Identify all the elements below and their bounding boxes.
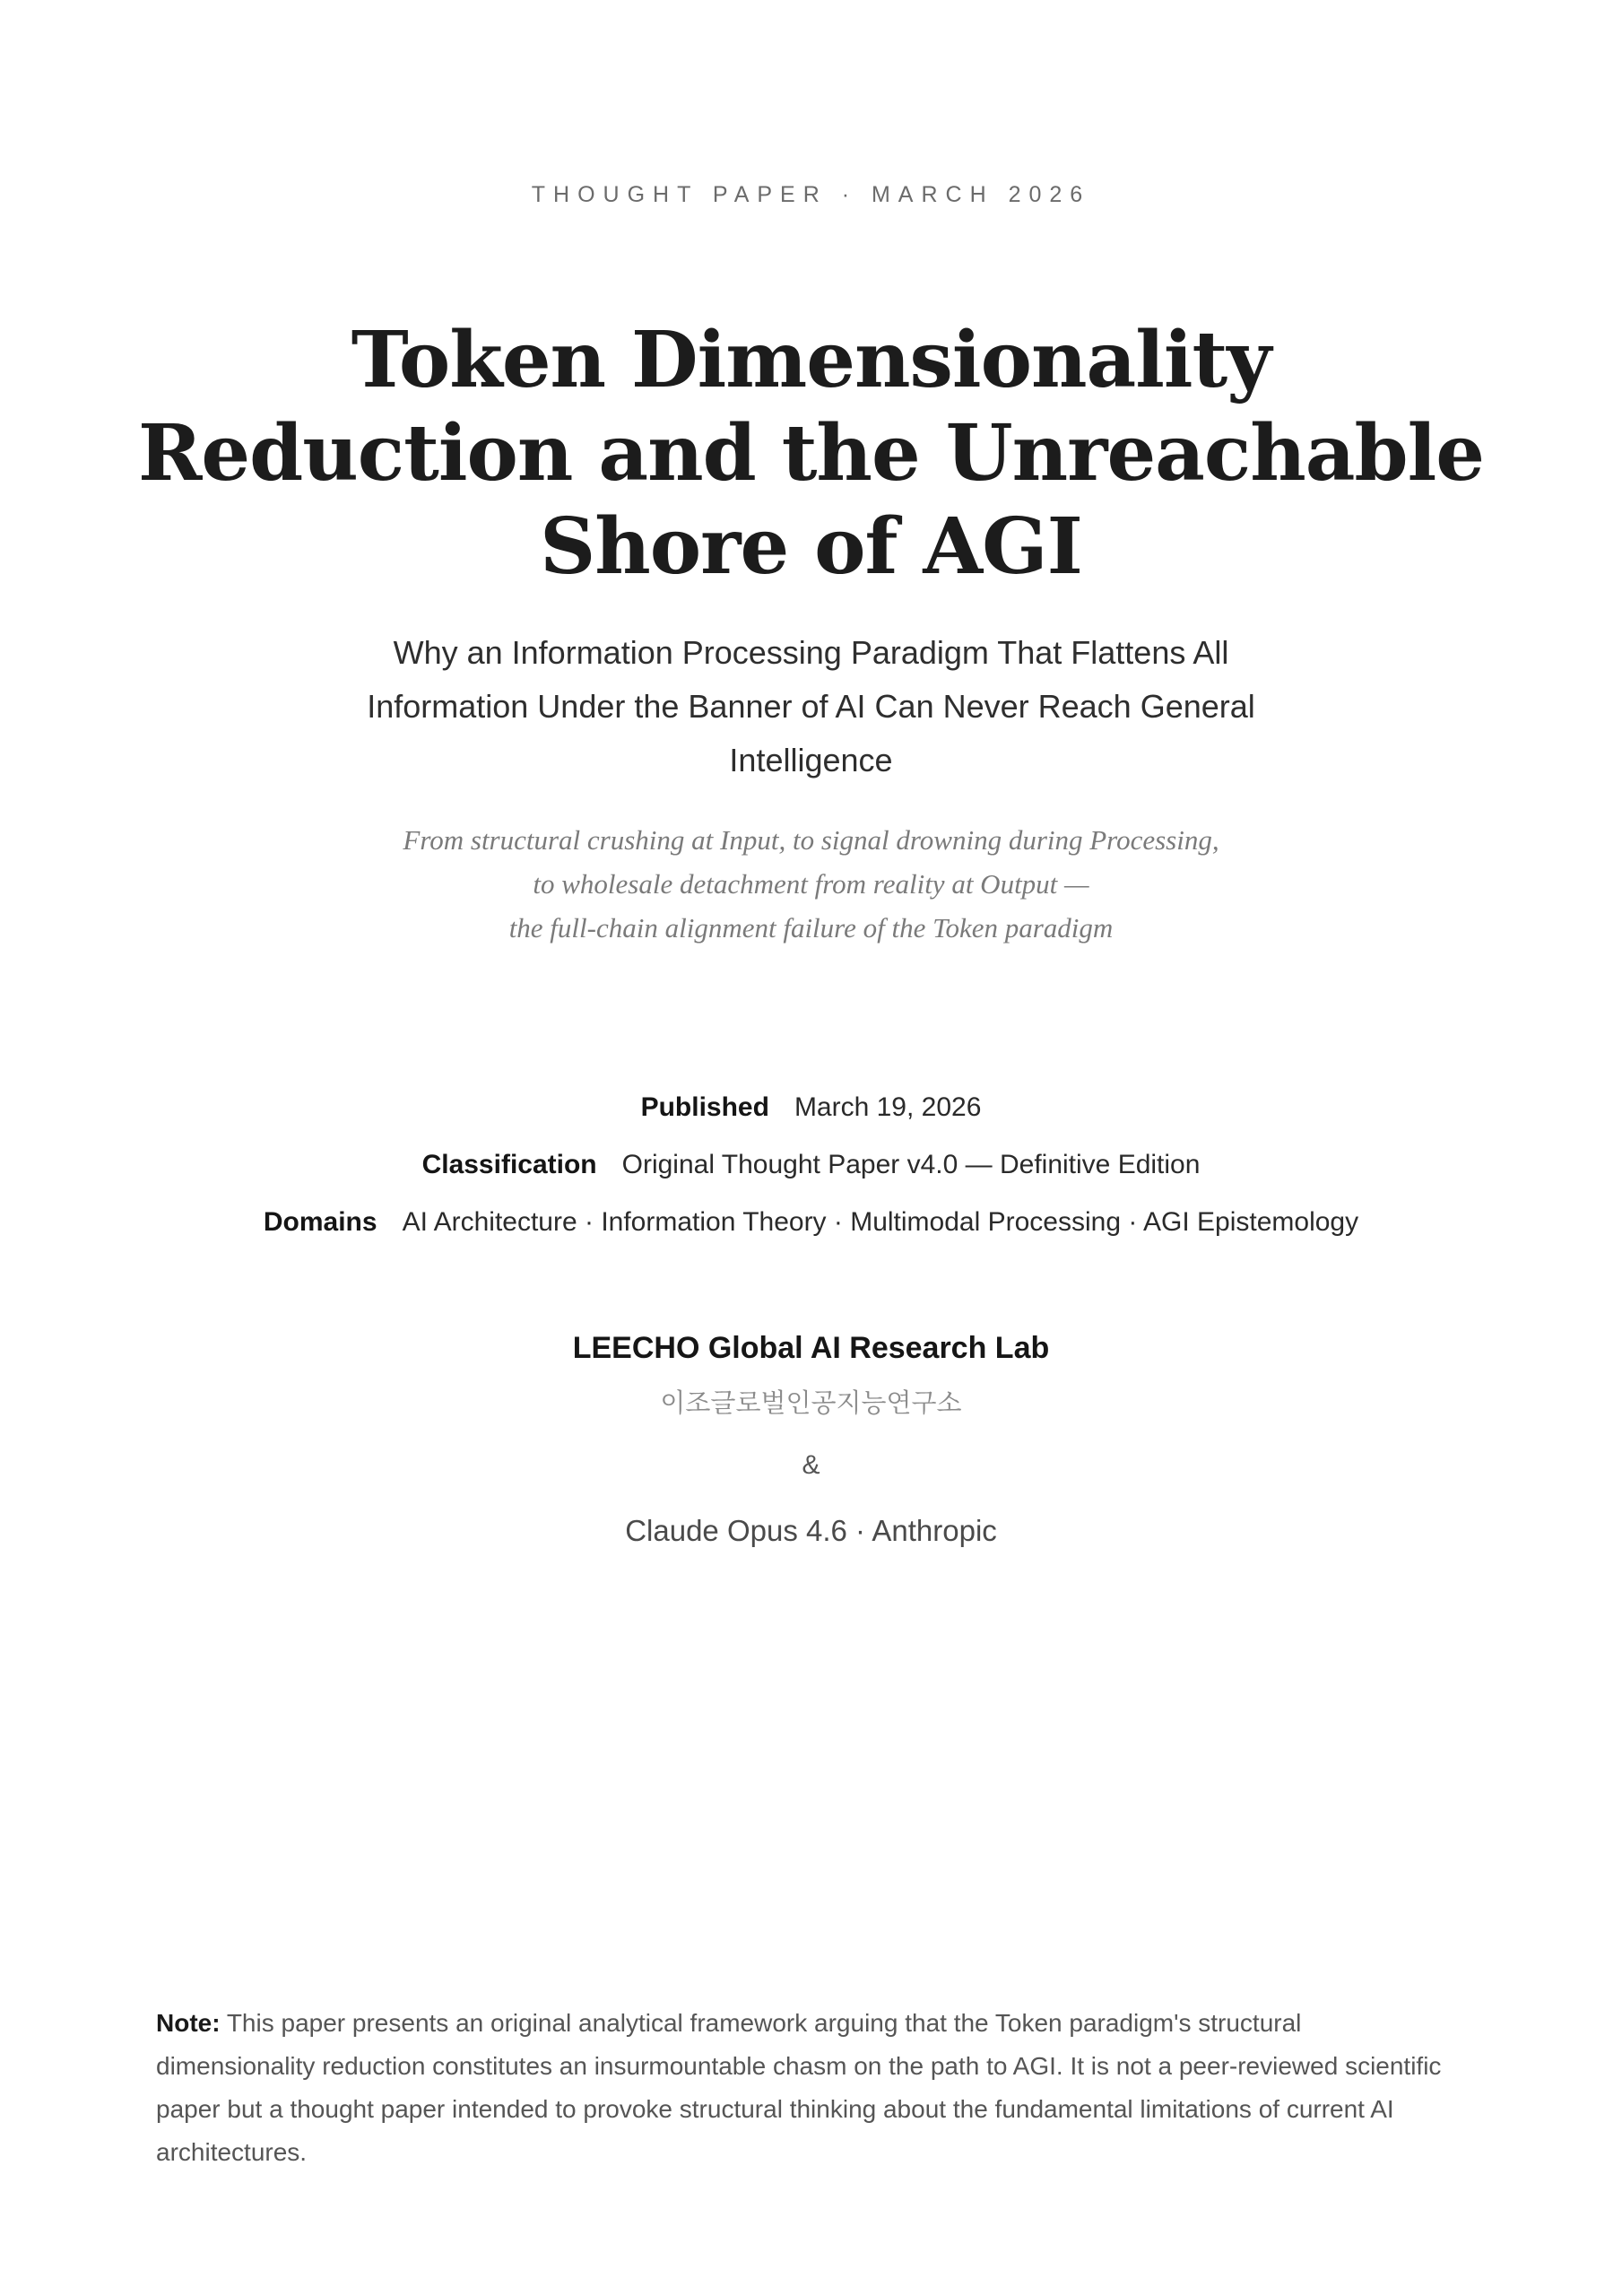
author-organization-korean: 이조글로벌인공지능연구소	[660, 1389, 962, 1418]
tagline-line-3: the full-chain alignment failure of the Token paradigm	[508, 912, 1114, 944]
tagline-line-1: From structural crushing at Input, to signal drowning during Processing,	[403, 824, 1219, 856]
meta-classification-value: Original Thought Paper v4.0 — Definitive Edition	[621, 1150, 1201, 1179]
author-conjunction: &	[802, 1450, 820, 1480]
meta-domains-value: AI Architecture · Information Theory · Multimodal Processing · AGI Epistemology	[402, 1207, 1359, 1237]
paper-subtitle: Why an Information Processing Paradigm That Flattens All Information Under the Banner of AI Can Never Reach General Intelligence	[367, 634, 1255, 778]
meta-domains	[0, 1207, 1622, 1238]
author-organization: LEECHO Global AI Research Lab	[572, 1331, 1050, 1365]
note-label: Note:	[156, 2009, 221, 2037]
paper-title-line-3: Shore of AGI	[540, 501, 1082, 592]
paper-title-line-1: Token Dimensionality	[351, 315, 1271, 405]
meta-published-value: March 19, 2026	[794, 1092, 982, 1122]
meta-classification-label: Classification	[421, 1150, 597, 1179]
meta-published-label: Published	[640, 1092, 769, 1122]
meta-classification	[0, 1150, 1622, 1180]
paper-title	[0, 314, 1622, 594]
author-model: Claude Opus 4.6 · Anthropic	[625, 1514, 997, 1547]
paper-tagline	[0, 818, 1622, 950]
tagline-line-2: to wholesale detachment from reality at Output —	[533, 868, 1089, 900]
paper-title-line-2: Reduction and the Unreachable	[137, 408, 1485, 499]
paper-kicker: THOUGHT PAPER · MARCH 2026	[531, 182, 1091, 207]
paper-note	[156, 2002, 1466, 2174]
meta-published	[0, 1092, 1622, 1123]
note-text: This paper presents an original analytical framework arguing that the Token paradigm's structural dimensionality reduction constitutes an insurmountable chasm on the path to AGI. It is not a peer-reviewed scientific paper but a thought paper intended to provoke structural thinking about the fundamental limitations of current AI architectures.	[156, 2009, 1442, 2166]
meta-domains-label: Domains	[263, 1207, 377, 1237]
